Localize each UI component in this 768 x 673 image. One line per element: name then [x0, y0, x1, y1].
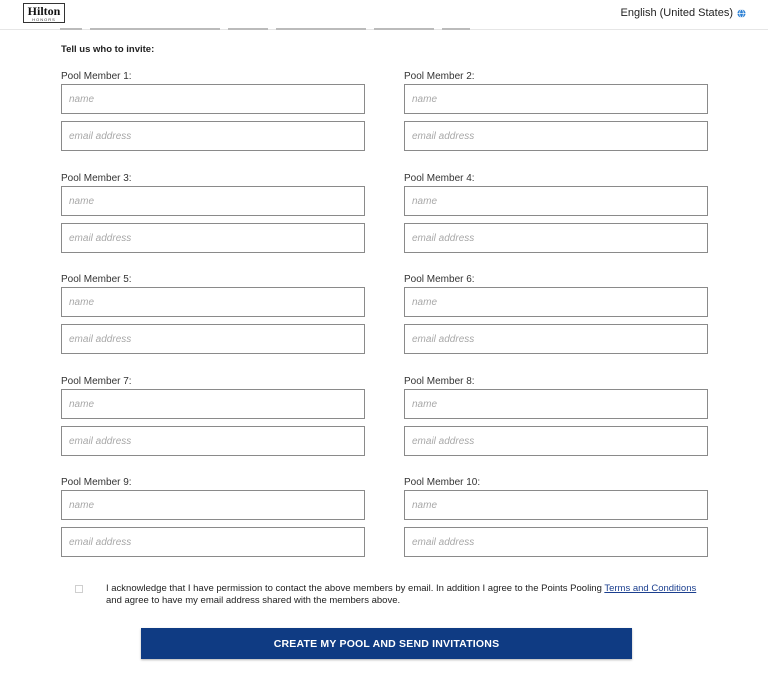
pool-member-label: Pool Member 4:: [404, 173, 475, 184]
acknowledge-checkbox[interactable]: [75, 585, 83, 593]
ack-text-before: I acknowledge that I have permission to contact the above members by email. In addition I agree to the Points Pooling: [106, 583, 605, 594]
logo-subtext: HONORS: [32, 17, 56, 22]
member-email-input[interactable]: [61, 324, 365, 354]
pool-member-6: [404, 273, 708, 354]
member-name-input[interactable]: [404, 84, 708, 114]
language-selector[interactable]: [621, 7, 747, 19]
hilton-honors-logo[interactable]: [23, 3, 65, 23]
pool-member-label: Pool Member 1:: [61, 71, 132, 82]
ack-text-after: and agree to have my email address shared with the members above.: [106, 595, 401, 606]
member-name-input[interactable]: [404, 490, 708, 520]
pool-member-4: [404, 172, 708, 253]
pool-member-label: Pool Member 9:: [61, 477, 132, 488]
member-email-input[interactable]: [61, 426, 365, 456]
pool-member-label: Pool Member 5:: [61, 274, 132, 285]
pool-member-label: Pool Member 10:: [404, 477, 481, 488]
pool-member-7: [61, 375, 365, 456]
member-name-input[interactable]: [61, 287, 365, 317]
member-email-input[interactable]: [61, 121, 365, 151]
member-email-input[interactable]: [404, 324, 708, 354]
pool-member-3: [61, 172, 365, 253]
pool-member-label: Pool Member 7:: [61, 376, 132, 387]
member-email-input[interactable]: [404, 121, 708, 151]
member-name-input[interactable]: [61, 389, 365, 419]
pool-member-label: Pool Member 8:: [404, 376, 475, 387]
member-email-input[interactable]: [404, 426, 708, 456]
terms-and-conditions-link[interactable]: Terms and Conditions: [604, 583, 697, 594]
invite-intro-heading: Tell us who to invite:: [61, 44, 155, 55]
member-name-input[interactable]: [404, 389, 708, 419]
acknowledgement-text: [106, 583, 706, 607]
member-name-input[interactable]: [61, 84, 365, 114]
member-name-input[interactable]: [404, 287, 708, 317]
pool-member-label: Pool Member 6:: [404, 274, 475, 285]
pool-member-2: [404, 70, 708, 151]
member-email-input[interactable]: [404, 223, 708, 253]
member-email-input[interactable]: [61, 223, 365, 253]
create-pool-button[interactable]: CREATE MY POOL AND SEND INVITATIONS: [141, 628, 632, 659]
page-header: [0, 0, 768, 30]
member-name-input[interactable]: [61, 186, 365, 216]
language-label: English (United States): [620, 7, 733, 19]
member-email-input[interactable]: [404, 527, 708, 557]
pool-member-5: [61, 273, 365, 354]
cut-off-text-line: [60, 28, 660, 34]
member-name-input[interactable]: [404, 186, 708, 216]
pool-member-1: [61, 70, 365, 151]
pool-member-9: [61, 476, 365, 557]
pool-member-10: [404, 476, 708, 557]
pool-member-label: Pool Member 2:: [404, 71, 475, 82]
member-name-input[interactable]: [61, 490, 365, 520]
pool-member-8: [404, 375, 708, 456]
pool-member-label: Pool Member 3:: [61, 173, 132, 184]
globe-icon: [737, 9, 746, 18]
logo-text: Hilton: [27, 4, 61, 18]
member-email-input[interactable]: [61, 527, 365, 557]
